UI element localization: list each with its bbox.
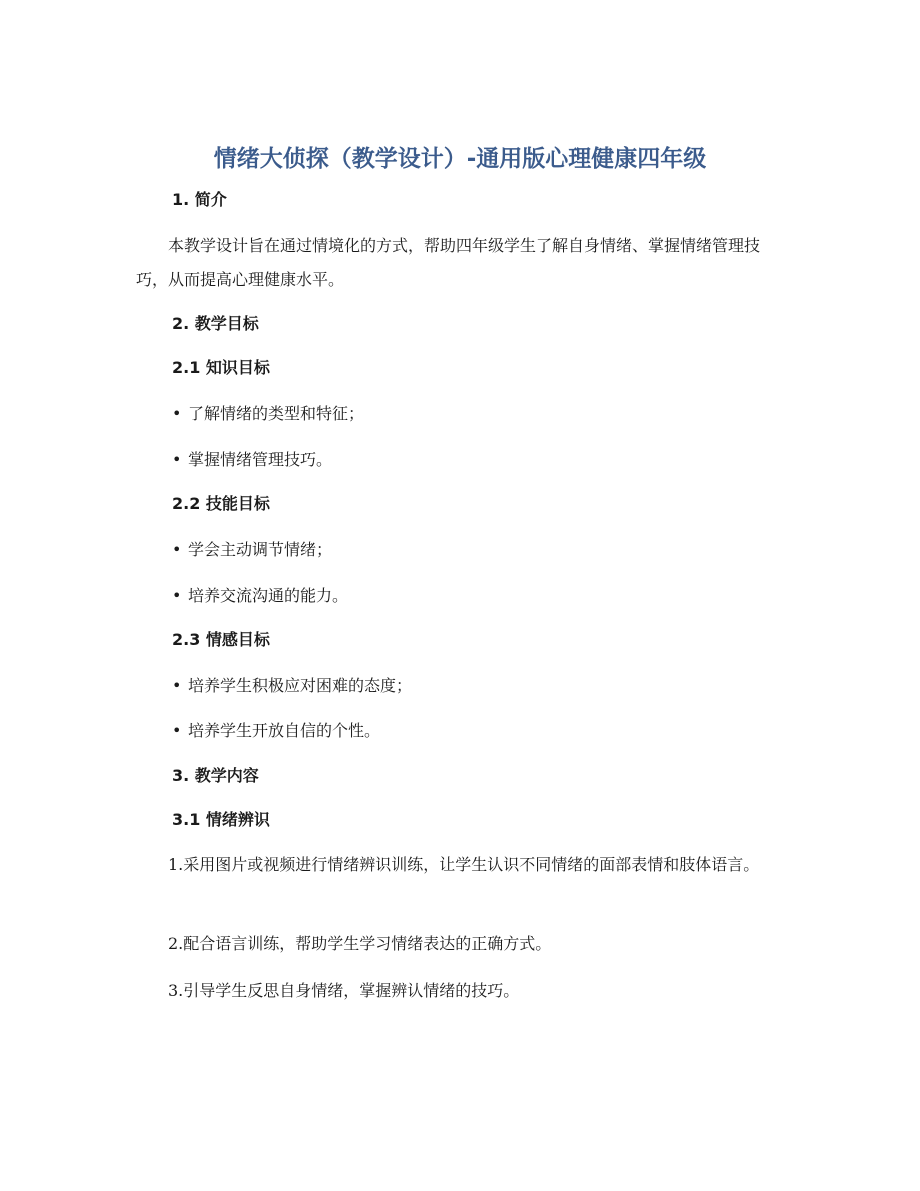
list-item (172, 584, 348, 608)
section-2-heading: 2. 教学目标 (172, 314, 259, 333)
list-item (172, 719, 380, 743)
section-1-text: 本教学设计旨在通过情境化的方式，帮助四年级学生了解自身情绪、掌握情绪管理技巧，从而提高心理健康水平。 (136, 236, 761, 289)
step-text: 3.引导学生反思自身情绪，掌握辨认情绪的技巧。 (168, 981, 520, 1000)
list-item-text: 了解情绪的类型和特征； (188, 404, 365, 423)
list-item-text: 培养交流沟通的能力。 (188, 586, 349, 605)
list-item (172, 674, 412, 698)
section-2-3-heading: 2.3 情感目标 (172, 630, 270, 649)
bullet-icon: • (172, 676, 182, 695)
list-item-text: 培养学生开放自信的个性。 (188, 721, 381, 740)
list-item (172, 538, 332, 562)
section-1-paragraph (136, 229, 786, 297)
step-paragraph (136, 848, 786, 882)
list-item-text: 掌握情绪管理技巧。 (188, 450, 333, 469)
section-2-2-heading: 2.2 技能目标 (172, 494, 270, 513)
section-3-heading: 3. 教学内容 (172, 766, 259, 785)
section-2-1-heading: 2.1 知识目标 (172, 358, 270, 377)
step-paragraph (136, 974, 786, 1008)
list-item (172, 448, 332, 472)
bullet-icon: • (172, 450, 182, 469)
step-text: 1.采用图片或视频进行情绪辨识训练，让学生认识不同情绪的面部表情和肢体语言。 (168, 855, 760, 874)
document-title: 情绪大侦探（教学设计）-通用版心理健康四年级 (213, 146, 707, 172)
section-3-1-heading: 3.1 情绪辨识 (172, 810, 270, 829)
list-item (172, 402, 364, 426)
section-1-heading: 1. 简介 (172, 190, 227, 209)
bullet-icon: • (172, 586, 182, 605)
bullet-icon: • (172, 540, 182, 559)
bullet-icon: • (172, 404, 182, 423)
step-text: 2.配合语言训练，帮助学生学习情绪表达的正确方式。 (168, 934, 552, 953)
bullet-icon: • (172, 721, 182, 740)
step-paragraph (136, 927, 786, 961)
list-item-text: 培养学生积极应对困难的态度； (188, 676, 413, 695)
list-item-text: 学会主动调节情绪； (188, 540, 333, 559)
